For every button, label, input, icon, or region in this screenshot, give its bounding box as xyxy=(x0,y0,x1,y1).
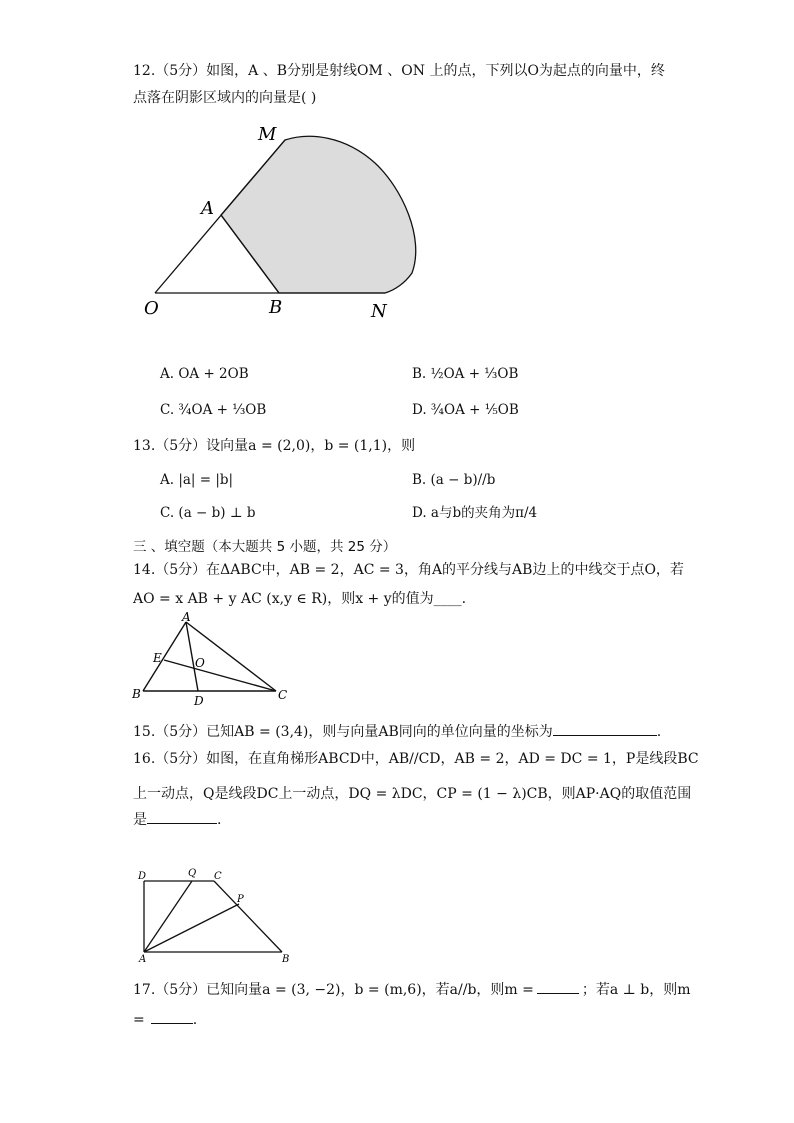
q13-option-d[interactable]: D. a与b的夹角为π/4 xyxy=(412,505,538,521)
q16-stem-line3 xyxy=(133,811,221,829)
q13-option-b[interactable]: B. (a − b)//b xyxy=(412,472,496,488)
q16-stem-line2: 上一动点，Q是线段DC上一动点，DQ = λDC，CP = (1 − λ)CB，则AP·AQ的取值范围 xyxy=(133,786,692,802)
q17-stem-line2-text: = xyxy=(133,1012,145,1028)
q16-figure xyxy=(132,866,297,966)
q16-label-p: P xyxy=(237,894,244,905)
q16-stem-line3-text: 是 xyxy=(133,812,147,828)
q16-answer-blank[interactable] xyxy=(147,811,217,824)
q14-stem-line1: 14.（5分）在ΔABC中，AB = 2，AC = 3，角A的平分线与AB边上的中线交于点O，若 xyxy=(133,562,684,578)
q16-stem-line1: 16.（5分）如图，在直角梯形ABCD中，AB//CD，AB = 2，AD = DC = 1，P是线段BC xyxy=(133,751,699,767)
q12-label-n: N xyxy=(371,301,387,322)
q14-label-e: E xyxy=(153,651,162,665)
q12-option-a[interactable]: A. OA + 2OB xyxy=(160,366,249,382)
q14-figure xyxy=(128,610,298,708)
q16-label-a: A xyxy=(139,954,147,965)
q17-tail: . xyxy=(192,1012,198,1028)
q14-median-ce xyxy=(164,660,276,691)
q14-label-c: C xyxy=(278,688,288,702)
q13-option-c[interactable]: C. (a − b) ⊥ b xyxy=(160,505,256,521)
q12-stem-line2: 点落在阴影区域内的向量是( ) xyxy=(133,90,317,106)
q16-segment-aq xyxy=(144,881,192,952)
section-heading-fill-blank: 三 、填空题（本大题共 5 小题，共 25 分） xyxy=(133,539,397,555)
q12-shaded-region xyxy=(221,136,416,293)
q16-label-d: D xyxy=(138,871,147,882)
q17-answer-blank-1[interactable] xyxy=(537,981,579,994)
q12-figure xyxy=(140,118,430,328)
q14-label-d: D xyxy=(194,694,204,708)
q17-stem-part1: 17.（5分）已知向量a = (3, −2)，b = (m,6)，若a//b，则m = xyxy=(133,982,534,998)
q16-label-b: B xyxy=(282,954,290,965)
q12-label-b: B xyxy=(269,297,283,318)
q15-answer-blank[interactable] xyxy=(553,723,657,736)
q15-stem-text: 15.（5分）已知AB = (3,4)，则与向量AB同向的单位向量的坐标为 xyxy=(133,724,553,740)
q16-tail: . xyxy=(217,812,222,828)
q17-stem-line1 xyxy=(133,981,691,999)
q16-segment-ap xyxy=(144,904,239,952)
q16-label-c: C xyxy=(214,871,222,882)
q17-stem-line2 xyxy=(133,1011,197,1029)
q14-label-b: B xyxy=(132,687,141,701)
q15-tail: . xyxy=(656,724,662,740)
q14-label-a: A xyxy=(182,610,191,624)
q15-stem xyxy=(133,723,661,741)
q14-stem-line2: AO = x AB + y AC (x,y ∈ R)，则x + y的值为____. xyxy=(133,591,467,607)
q17-stem-part2: ；若a ⊥ b，则m xyxy=(581,982,691,998)
q13-stem: 13.（5分）设向量a = (2,0)，b = (1,1)，则 xyxy=(133,438,416,454)
q12-option-d[interactable]: D. ¾OA + ⅕OB xyxy=(412,402,519,418)
q14-side-ab xyxy=(143,622,186,691)
q12-label-o: O xyxy=(144,298,159,319)
q12-label-a: A xyxy=(201,198,214,219)
q14-label-o: O xyxy=(195,656,205,670)
q12-option-b[interactable]: B. ½OA + ⅓OB xyxy=(412,366,519,382)
q13-option-a[interactable]: A. |a| = |b| xyxy=(160,472,234,488)
q12-option-c[interactable]: C. ¾OA + ⅓OB xyxy=(160,402,267,418)
q12-label-m: M xyxy=(258,124,277,145)
q16-side-cb xyxy=(214,881,282,952)
q17-answer-blank-2[interactable] xyxy=(151,1011,193,1024)
q16-label-q: Q xyxy=(188,868,197,879)
q12-stem-line1: 12.（5分）如图，A 、B分别是射线OM 、ON 上的点，下列以O为起点的向量中，终 xyxy=(133,63,665,79)
